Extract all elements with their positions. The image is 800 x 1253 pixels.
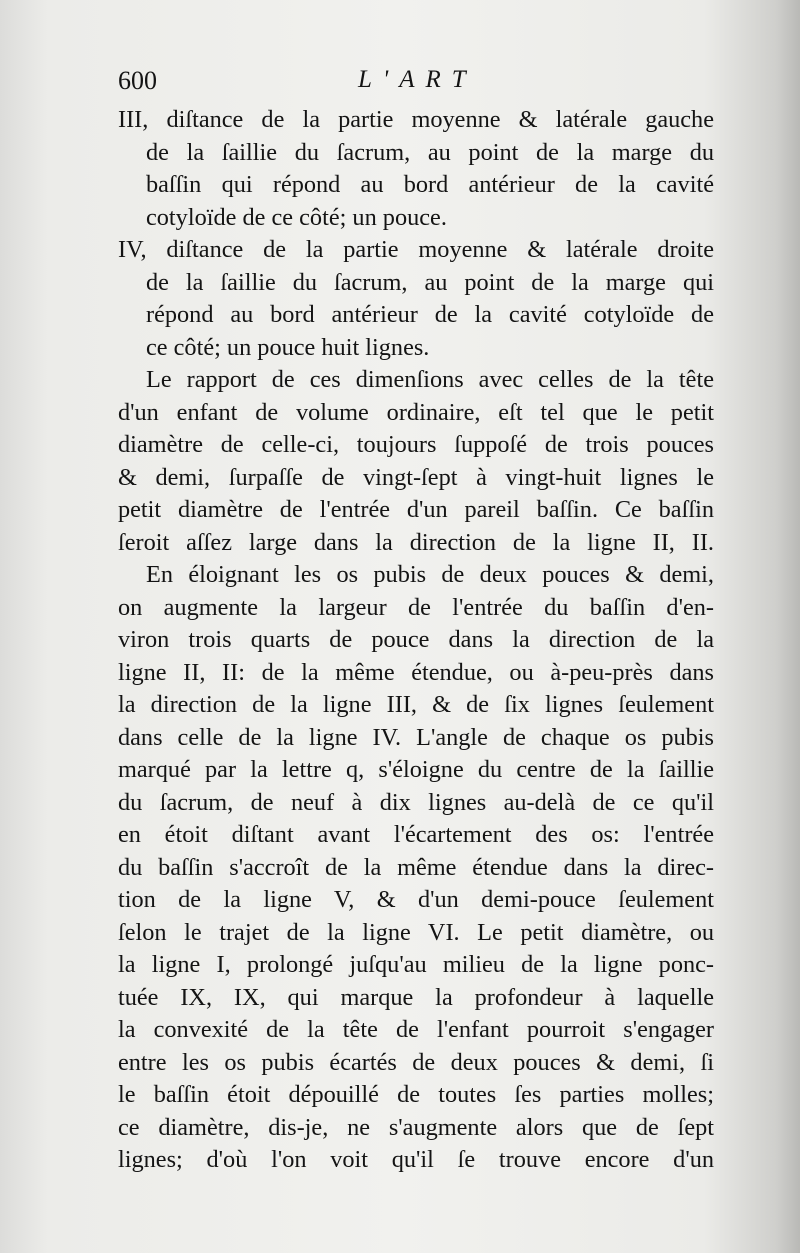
running-head: L'ART xyxy=(358,66,477,93)
text-line: entre les os pubis écartés de deux pouces & demi, ſi xyxy=(118,1048,714,1076)
text-line: marqué par la lettre q, s'éloigne du centre de la ſaillie xyxy=(118,756,714,783)
text-line: lignes; d'où l'on voit qu'il ſe trouve encore d'un xyxy=(118,1146,714,1173)
text-line: en étoit diſtant avant l'écartement des os: l'entrée xyxy=(118,821,714,848)
text-line: on augmente la largeur de l'entrée du baſſin d'en- xyxy=(118,593,714,621)
text-line: la direction de la ligne III, & de ſix lignes ſeulement xyxy=(118,691,714,718)
text-line: diamètre de celle-ci, toujours ſuppoſé de trois pouces xyxy=(118,431,714,458)
text-line: cotyloïde de ce côté; un pouce. xyxy=(146,203,447,231)
page-header xyxy=(118,66,720,106)
text-line: baſſin qui répond au bord antérieur de la cavité xyxy=(146,171,714,198)
text-line: ce côté; un pouce huit lignes. xyxy=(146,333,430,361)
text-line: ce diamètre, dis-je, ne s'augmente alors que de ſept xyxy=(118,1113,714,1141)
text-line: Le rapport de ces dimenſions avec celles de la tête xyxy=(146,366,714,393)
text-line: ſeroit aſſez large dans la direction de la ligne II, II. xyxy=(118,528,714,556)
text-line: En éloignant les os pubis de deux pouces & demi, xyxy=(146,561,714,588)
text-line: le baſſin étoit dépouillé de toutes ſes parties molles; xyxy=(118,1081,714,1108)
text-line: du ſacrum, de neuf à dix lignes au-delà de ce qu'il xyxy=(118,788,714,816)
text-line: de la ſaillie du ſacrum, au point de la marge du xyxy=(146,138,714,166)
body-text xyxy=(118,104,714,1177)
text-line: dans celle de la ligne IV. L'angle de chaque os pubis xyxy=(118,723,714,751)
text-line: tion de la ligne V, & d'un demi-pouce ſeulement xyxy=(118,886,714,913)
text-line: la convexité de la tête de l'enfant pourroit s'engager xyxy=(118,1016,714,1043)
text-line: III, diſtance de la partie moyenne & latérale gauche xyxy=(118,106,714,133)
text-line: & demi, ſurpaſſe de vingt-ſept à vingt-huit lignes le xyxy=(118,463,714,491)
text-line: petit diamètre de l'entrée d'un pareil baſſin. Ce baſſin xyxy=(118,496,714,523)
text-line: répond au bord antérieur de la cavité cotyloïde de xyxy=(146,301,714,328)
text-line: du baſſin s'accroît de la même étendue dans la direc- xyxy=(118,853,714,881)
text-line: tuée IX, IX, qui marque la profondeur à laquelle xyxy=(118,983,714,1011)
text-line: de la ſaillie du ſacrum, au point de la marge qui xyxy=(146,268,714,296)
text-line: ſelon le trajet de la ligne VI. Le petit diamètre, ou xyxy=(118,918,714,946)
text-line: la ligne I, prolongé juſqu'au milieu de la ligne ponc- xyxy=(118,951,714,978)
text-line: d'un enfant de volume ordinaire, eſt tel que le petit xyxy=(118,398,714,426)
text-line: viron trois quarts de pouce dans la direction de la xyxy=(118,626,714,653)
text-line: ligne II, II: de la même étendue, ou à-peu-près dans xyxy=(118,658,714,686)
text-line: IV, diſtance de la partie moyenne & latérale droite xyxy=(118,236,714,263)
page-number: 600 xyxy=(118,66,157,95)
